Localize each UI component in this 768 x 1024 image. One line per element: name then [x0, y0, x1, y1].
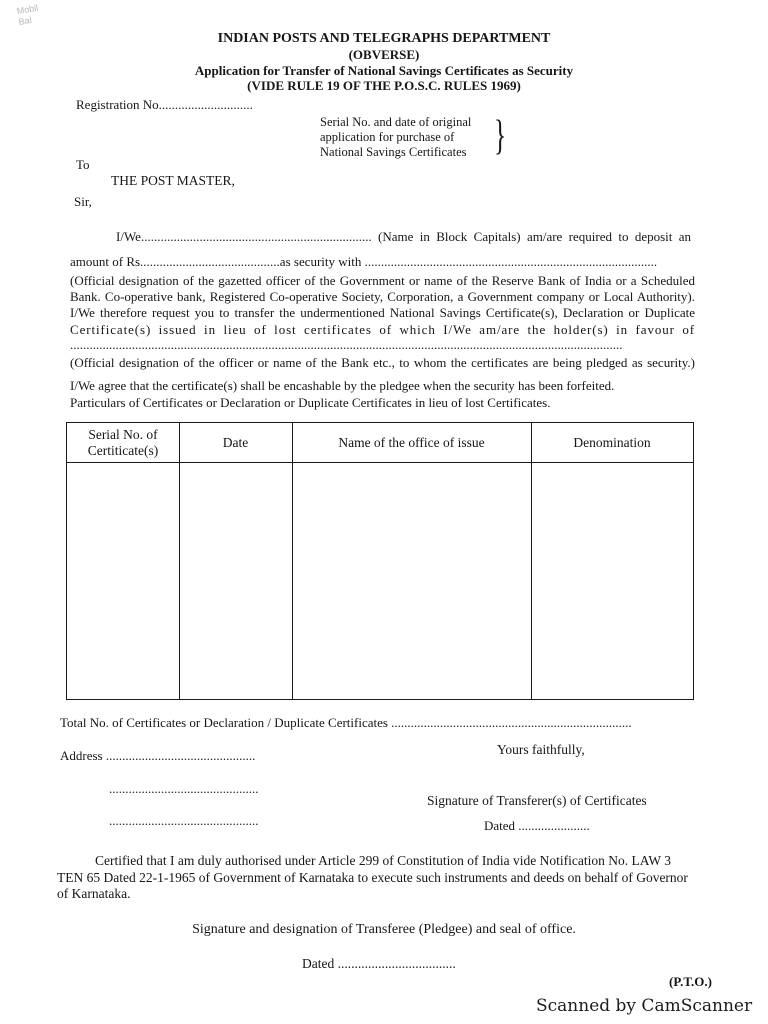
body-line-6: Certificate(s) issued in lieu of lost certificates of which I/We am/are the holder(s) in favour of	[70, 322, 695, 337]
address-line-3[interactable]: ..............................................	[109, 813, 259, 828]
body-line-7[interactable]: ..........................................................................................................................................................................	[70, 337, 623, 352]
total-certificates-field[interactable]: Total No. of Certificates or Declaration / Duplicate Certificates ..........................................................................	[60, 715, 632, 730]
column-header-denomination: Denomination	[573, 435, 651, 450]
body-line-2: amount of Rs...........................................as security with ..........................................................................................	[70, 254, 658, 269]
certificates-table	[66, 422, 694, 700]
body-line-8: (Official designation of the officer or name of the Bank etc., to whom the certificates are being pledged as security.)	[70, 355, 695, 370]
serial-line-3: National Savings Certificates	[320, 145, 467, 159]
serial-line-1: Serial No. and date of original	[320, 115, 472, 129]
pto-label: (P.T.O.)	[669, 974, 712, 989]
recipient: THE POST MASTER,	[111, 173, 235, 188]
side-heading: (OBVERSE)	[348, 47, 420, 62]
body-line-4: Bank. Co-operative bank, Registered Co-operative Society, Corporation, a Government company or Local Authority).	[70, 289, 695, 304]
transferer-dated-field[interactable]: Dated ......................	[484, 818, 590, 833]
address-line-2[interactable]: ..............................................	[109, 781, 259, 796]
transferer-signature-label: Signature of Transferer(s) of Certificates	[427, 793, 647, 808]
column-header-serial: Serial No. of Certiticate(s)	[87, 427, 159, 458]
scanner-watermark: Scanned by CamScanner	[536, 996, 753, 1016]
serial-block	[320, 115, 471, 160]
table-body-entry-area[interactable]	[67, 463, 693, 699]
rule-heading: (VIDE RULE 19 OF THE P.O.S.C. RULES 1969)	[247, 78, 521, 93]
transferee-dated-field[interactable]: Dated ...................................	[302, 956, 456, 971]
to-label: To	[76, 157, 90, 172]
certification-line-2: TEN 65 Dated 22-1-1965 of Government of Karnataka to execute such instruments and deeds on behalf of Governor	[57, 870, 688, 885]
certification-line-3: of Karnataka.	[57, 886, 131, 901]
address-field[interactable]: Address ..............................................	[60, 748, 256, 763]
form-title: Application for Transfer of National Savings Certificates as Security	[194, 63, 574, 78]
column-header-date: Date	[222, 435, 249, 450]
yours-faithfully: Yours faithfully,	[497, 742, 585, 757]
body-line-3: (Official designation of the gazetted officer of the Government or name of the Reserve Bank of India or a Scheduled	[70, 273, 695, 288]
transferee-signature-label: Signature and designation of Transferee (Pledgee) and seal of office.	[192, 922, 576, 937]
body-line-1: I/We....................................................................... (Name in Block Capitals) am/are required to deposit an	[116, 229, 691, 244]
certification-line-1: Certified that I am duly authorised under Article 299 of Constitution of India vide Notification No. LAW 3	[95, 853, 672, 868]
serial-line-2: application for purchase of	[320, 130, 455, 144]
corner-scribble	[16, 0, 68, 34]
registration-field[interactable]: Registration No.............................	[76, 97, 253, 112]
salutation: Sir,	[74, 194, 92, 209]
body-line-9: I/We agree that the certificate(s) shall be encashable by the pledgee when the security has been forfeited.	[70, 378, 615, 393]
body-line-5: I/We therefore request you to transfer the undermentioned National Savings Certificate(s), Declaration or Duplicate	[70, 305, 695, 320]
scribble-line-2: Bal	[17, 14, 33, 28]
scribble-line-1: Mobil	[15, 2, 39, 17]
body-line-10: Particulars of Certificates or Declaration or Duplicate Certificates in lieu of lost Certificates.	[70, 395, 551, 410]
department-heading: INDIAN POSTS AND TELEGRAPHS DEPARTMENT	[217, 31, 551, 46]
column-header-office: Name of the office of issue	[338, 435, 485, 450]
brace-glyph: }	[494, 113, 507, 159]
